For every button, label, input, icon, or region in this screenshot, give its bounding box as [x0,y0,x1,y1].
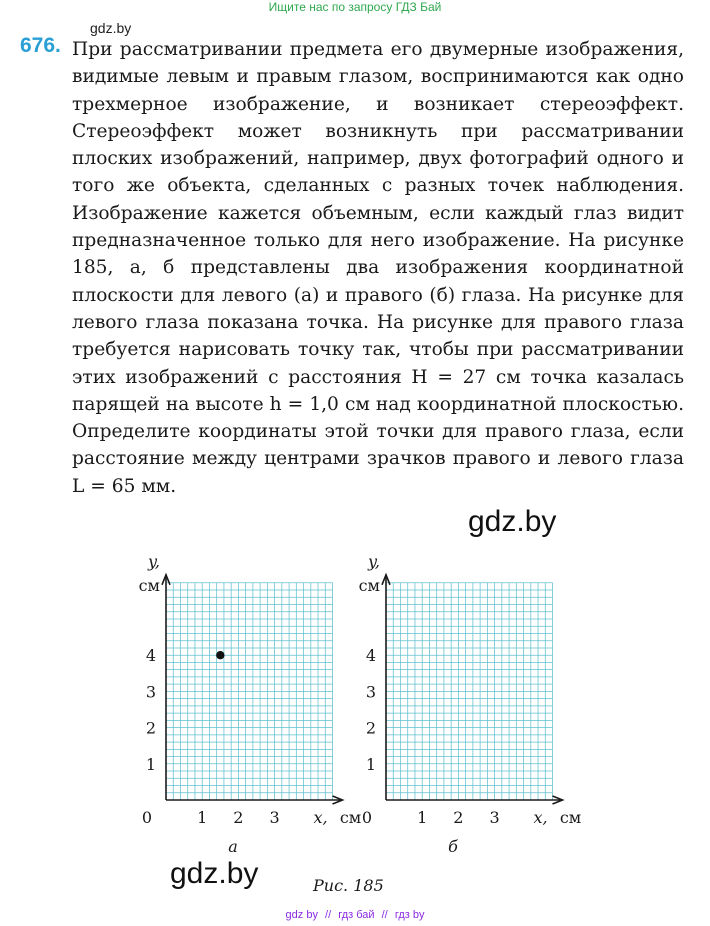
footer-link[interactable]: гдз by [394,909,425,921]
y-axis-unit: см [358,576,380,595]
coordinate-plane-b [340,545,590,865]
y-tick-label: 1 [365,754,376,774]
grid [386,583,553,800]
watermark-small: gdz.by [90,20,132,36]
watermark-large: gdz.by [468,505,557,538]
y-axis-label: y, [148,552,160,571]
problem-text: При рассматривании предмета его двумерные изображения, видимые левым и правым глазом, воспринимаются как одно трехмерное изображение, и возникает стереоэффект. Стереоэффект может возникнуть при рассматривании плоских изображений, например, двух фотографий одного и того же объекта, сделанных с разных точек наблюдения. Изображение кажется объемным, если каждый глаз видит предназначенное только для него изображение. На рисунке 185, а, б представлены два изображения координатной плоскости для левого (а) и правого (б) глаза. На рисунке для левого глаза показана точка. На рисунке для правого глаза требуется нарисовать точку так, чтобы при рассматривании этих изображений с расстояния H = 27 см точка казалась парящей на высоте h = 1,0 см над координатной плоскостью. Определите координаты этой точки для правого глаза, если расстояние между центрами зрачков правого и левого глаза L = 65 мм. [72,39,684,497]
x-axis-label: x, [533,808,548,827]
y-tick-label: 3 [365,682,376,702]
data-point [216,651,224,659]
x-axis-label: x, [313,808,328,827]
y-tick-label: 2 [145,718,156,738]
x-tick-label: 3 [269,808,280,827]
grid [166,583,333,800]
footer-links [0,909,710,921]
origin-label: 0 [141,808,152,827]
x-tick-label: 3 [489,808,500,827]
y-tick-label: 1 [145,754,156,774]
watermark-large: gdz.by [170,857,259,890]
x-tick-label: 2 [453,808,464,827]
y-tick-label: 4 [145,646,156,666]
coordinate-plane-a [120,545,370,865]
figure-caption: Рис. 185 [313,876,384,895]
y-tick-label: 3 [145,682,156,702]
x-axis-unit: см [559,808,582,827]
problem-number: 676. [20,34,61,57]
x-tick-label: 2 [233,808,244,827]
x-tick-label: 1 [417,808,428,827]
figure-label-b: б [448,837,458,856]
origin-label: 0 [361,808,372,827]
x-tick-label: 1 [197,808,208,827]
footer-separator: // [381,909,388,921]
top-banner[interactable]: Ищите нас по запросу ГДЗ Бай [268,0,442,14]
y-tick-label: 2 [365,718,376,738]
y-tick-label: 4 [365,646,376,666]
x-axis-unit: см [339,808,362,827]
figure-label-a: а [228,837,238,856]
y-axis-unit: см [138,576,160,595]
y-axis-label: y, [368,552,380,571]
footer-separator: // [325,909,332,921]
footer-link[interactable]: gdz by [285,909,318,921]
footer-link[interactable]: гдз бай [338,909,375,921]
